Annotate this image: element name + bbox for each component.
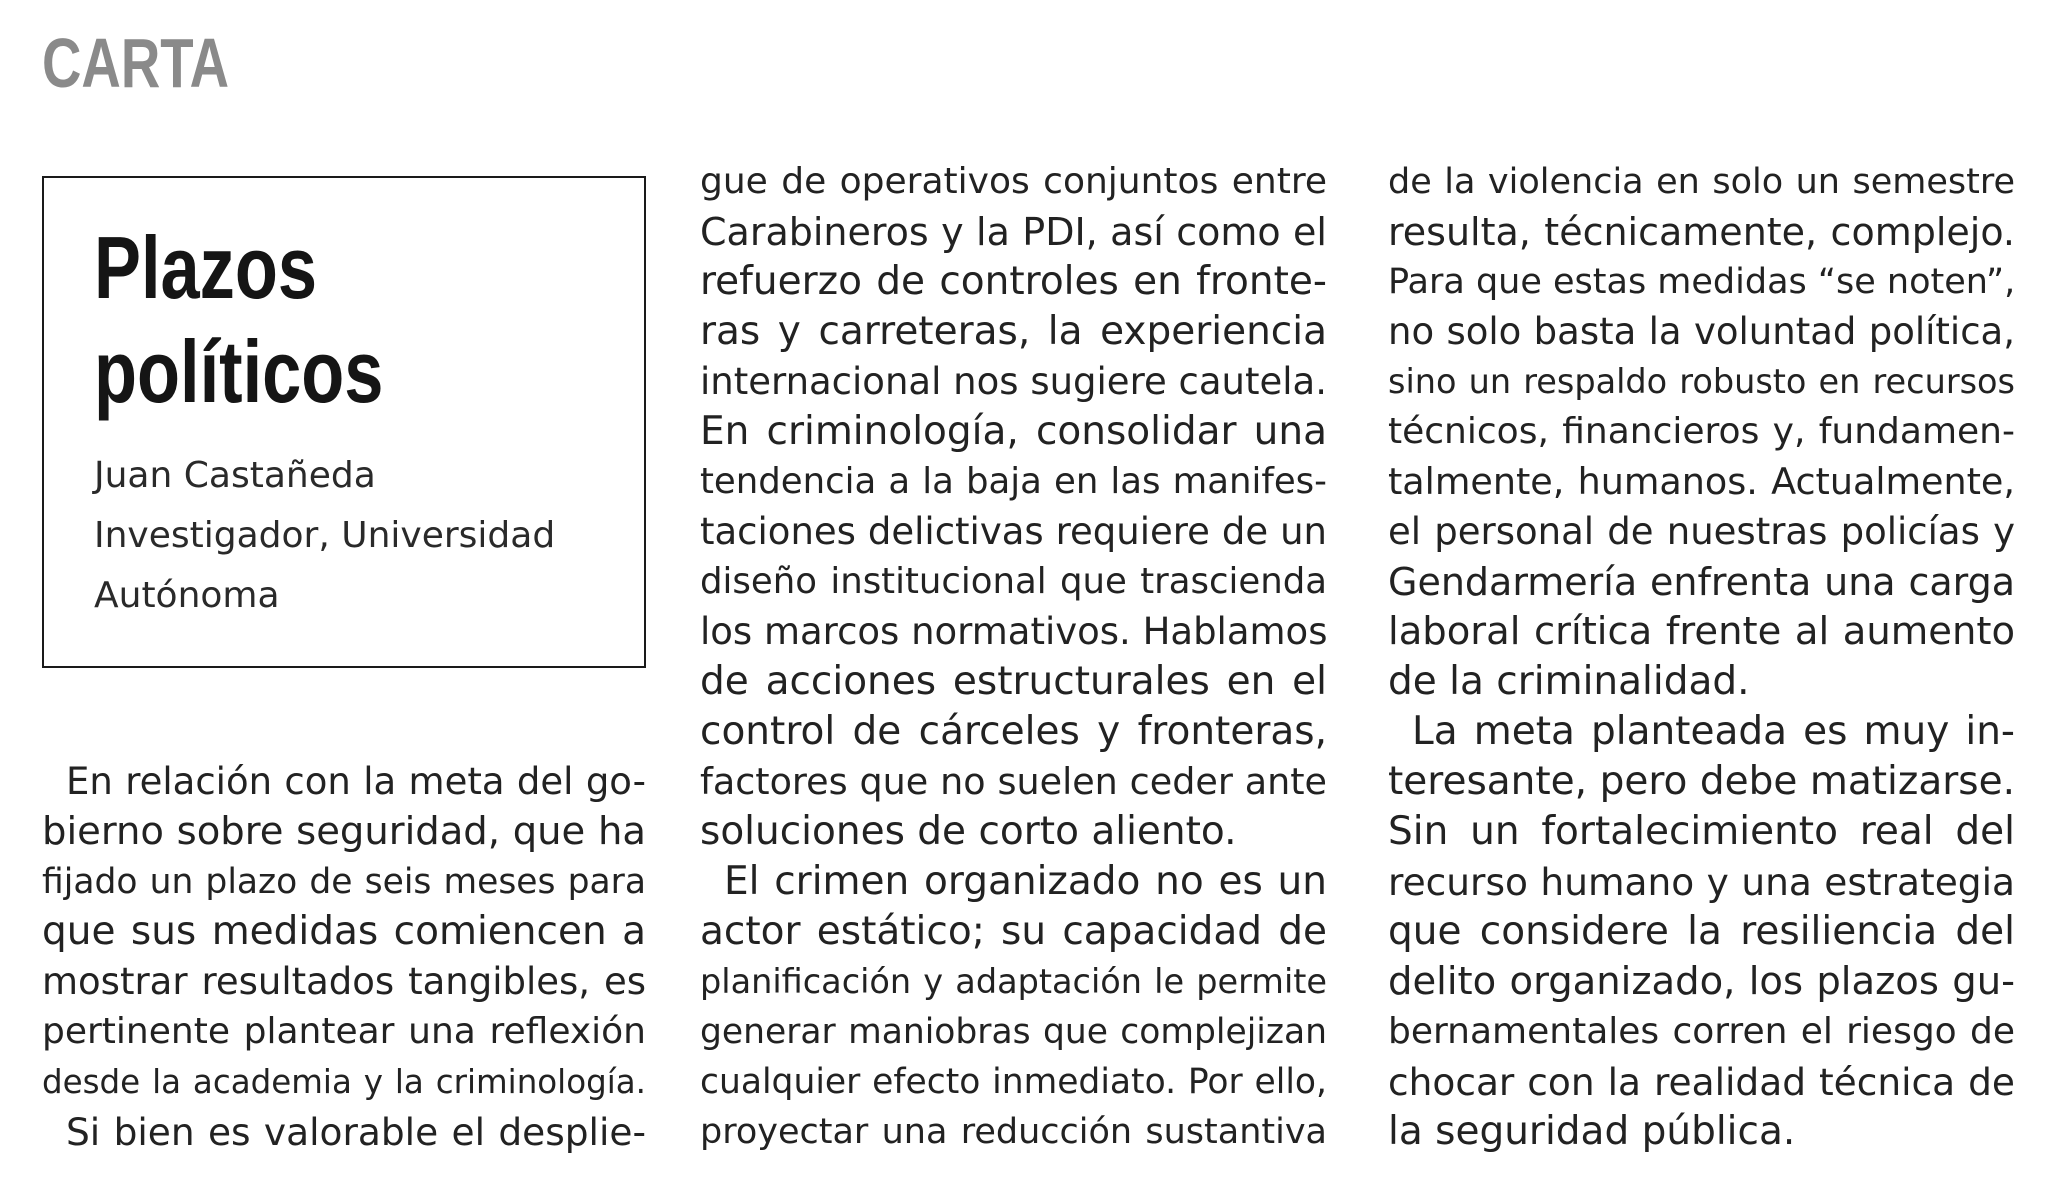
byline xyxy=(94,446,555,626)
text-line: la seguridad pública. xyxy=(1388,1109,1796,1154)
title-line: Plazos xyxy=(94,218,318,317)
text-line: En relación con la meta del go- xyxy=(66,760,646,803)
article-column-1 xyxy=(42,757,646,1157)
text-line: planificación y adaptación le permite xyxy=(700,962,1327,1001)
text-line: los marcos normativos. Hablamos xyxy=(700,610,1328,653)
text-line: factores que no suelen ceder ante xyxy=(700,760,1327,803)
text-line: En criminología, consolidar una xyxy=(700,409,1327,454)
text-line: Sin un fortalecimiento real del xyxy=(1388,809,2015,854)
text-line: teresante, pero debe matizarse. xyxy=(1388,759,2015,804)
text-line: chocar con la realidad técnica de xyxy=(1388,1060,2015,1104)
title-line: políticos xyxy=(94,322,384,421)
article-title xyxy=(94,216,383,424)
text-line: ras y carreteras, la experiencia xyxy=(700,309,1327,354)
text-line: La meta planteada es muy in- xyxy=(1412,709,2015,754)
headline-box xyxy=(42,176,646,668)
text-line: de acciones estructurales en el xyxy=(700,659,1327,704)
text-line: Si bien es valorable el desplie- xyxy=(66,1110,646,1154)
text-line: fijado un plazo de seis meses para xyxy=(42,862,646,902)
text-line: recurso humano y una estrategia xyxy=(1388,860,2015,904)
text-line: taciones delictivas requiere de un xyxy=(700,510,1327,553)
text-line: que considere la resiliencia del xyxy=(1388,909,2015,954)
text-line: pertinente plantear una reflexión xyxy=(42,1011,646,1052)
text-line: delito organizado, los plazos gu- xyxy=(1388,959,2015,1004)
author-name: Juan Castañeda xyxy=(94,455,376,496)
text-line: internacional nos sugiere cautela. xyxy=(700,360,1327,403)
text-line: diseño institucional que trascienda xyxy=(700,561,1327,602)
text-line: desde la academia y la criminología. xyxy=(42,1063,646,1101)
section-label: CARTA xyxy=(42,24,230,102)
text-line: técnicos, financieros y, fundamen- xyxy=(1388,411,2015,452)
article-column-3 xyxy=(1388,157,2015,1157)
text-line: generar maniobras que complejizan xyxy=(700,1012,1327,1052)
text-line: Carabineros y la PDI, así como el xyxy=(700,210,1327,254)
text-line: de la criminalidad. xyxy=(1388,659,1750,704)
text-line: refuerzo de controles en fronte- xyxy=(700,259,1327,304)
text-line: sino un respaldo robusto en recursos xyxy=(1388,362,2015,401)
text-line: soluciones de corto aliento. xyxy=(700,809,1237,854)
text-line: Para que estas medidas “se noten”, xyxy=(1388,262,2016,302)
text-line: laboral crítica frente al aumento xyxy=(1388,609,2015,654)
text-line: bierno sobre seguridad, que ha xyxy=(42,809,646,854)
text-line: actor estático; su capacidad de xyxy=(700,909,1327,954)
text-line: gue de operativos conjuntos entre xyxy=(700,161,1327,202)
text-line: Gendarmería enfrenta una carga xyxy=(1388,560,2015,604)
text-line: que sus medidas comiencen a xyxy=(42,909,646,954)
article-column-2 xyxy=(700,157,1327,1157)
text-line: no solo basta la voluntad política, xyxy=(1388,310,2015,353)
author-affiliation: Autónoma xyxy=(94,575,280,616)
text-line: control de cárceles y fronteras, xyxy=(700,709,1327,754)
text-line: proyectar una reducción sustantiva xyxy=(700,1112,1327,1152)
text-line: de la violencia en solo un semestre xyxy=(1388,162,2015,202)
text-line: resulta, técnicamente, complejo. xyxy=(1388,210,2015,254)
text-line: talmente, humanos. Actualmente, xyxy=(1388,460,2015,503)
text-line: bernamentales corren el riesgo de xyxy=(1388,1011,2015,1052)
text-line: el personal de nuestras policías y xyxy=(1388,510,2015,553)
text-line: cualquier efecto inmediato. Por ello, xyxy=(700,1062,1327,1102)
text-line: mostrar resultados tangibles, es xyxy=(42,960,646,1003)
text-line: tendencia a la baja en las manifes- xyxy=(700,461,1327,502)
text-line: El crimen organizado no es un xyxy=(724,859,1327,904)
author-affiliation: Investigador, Universidad xyxy=(94,515,556,556)
